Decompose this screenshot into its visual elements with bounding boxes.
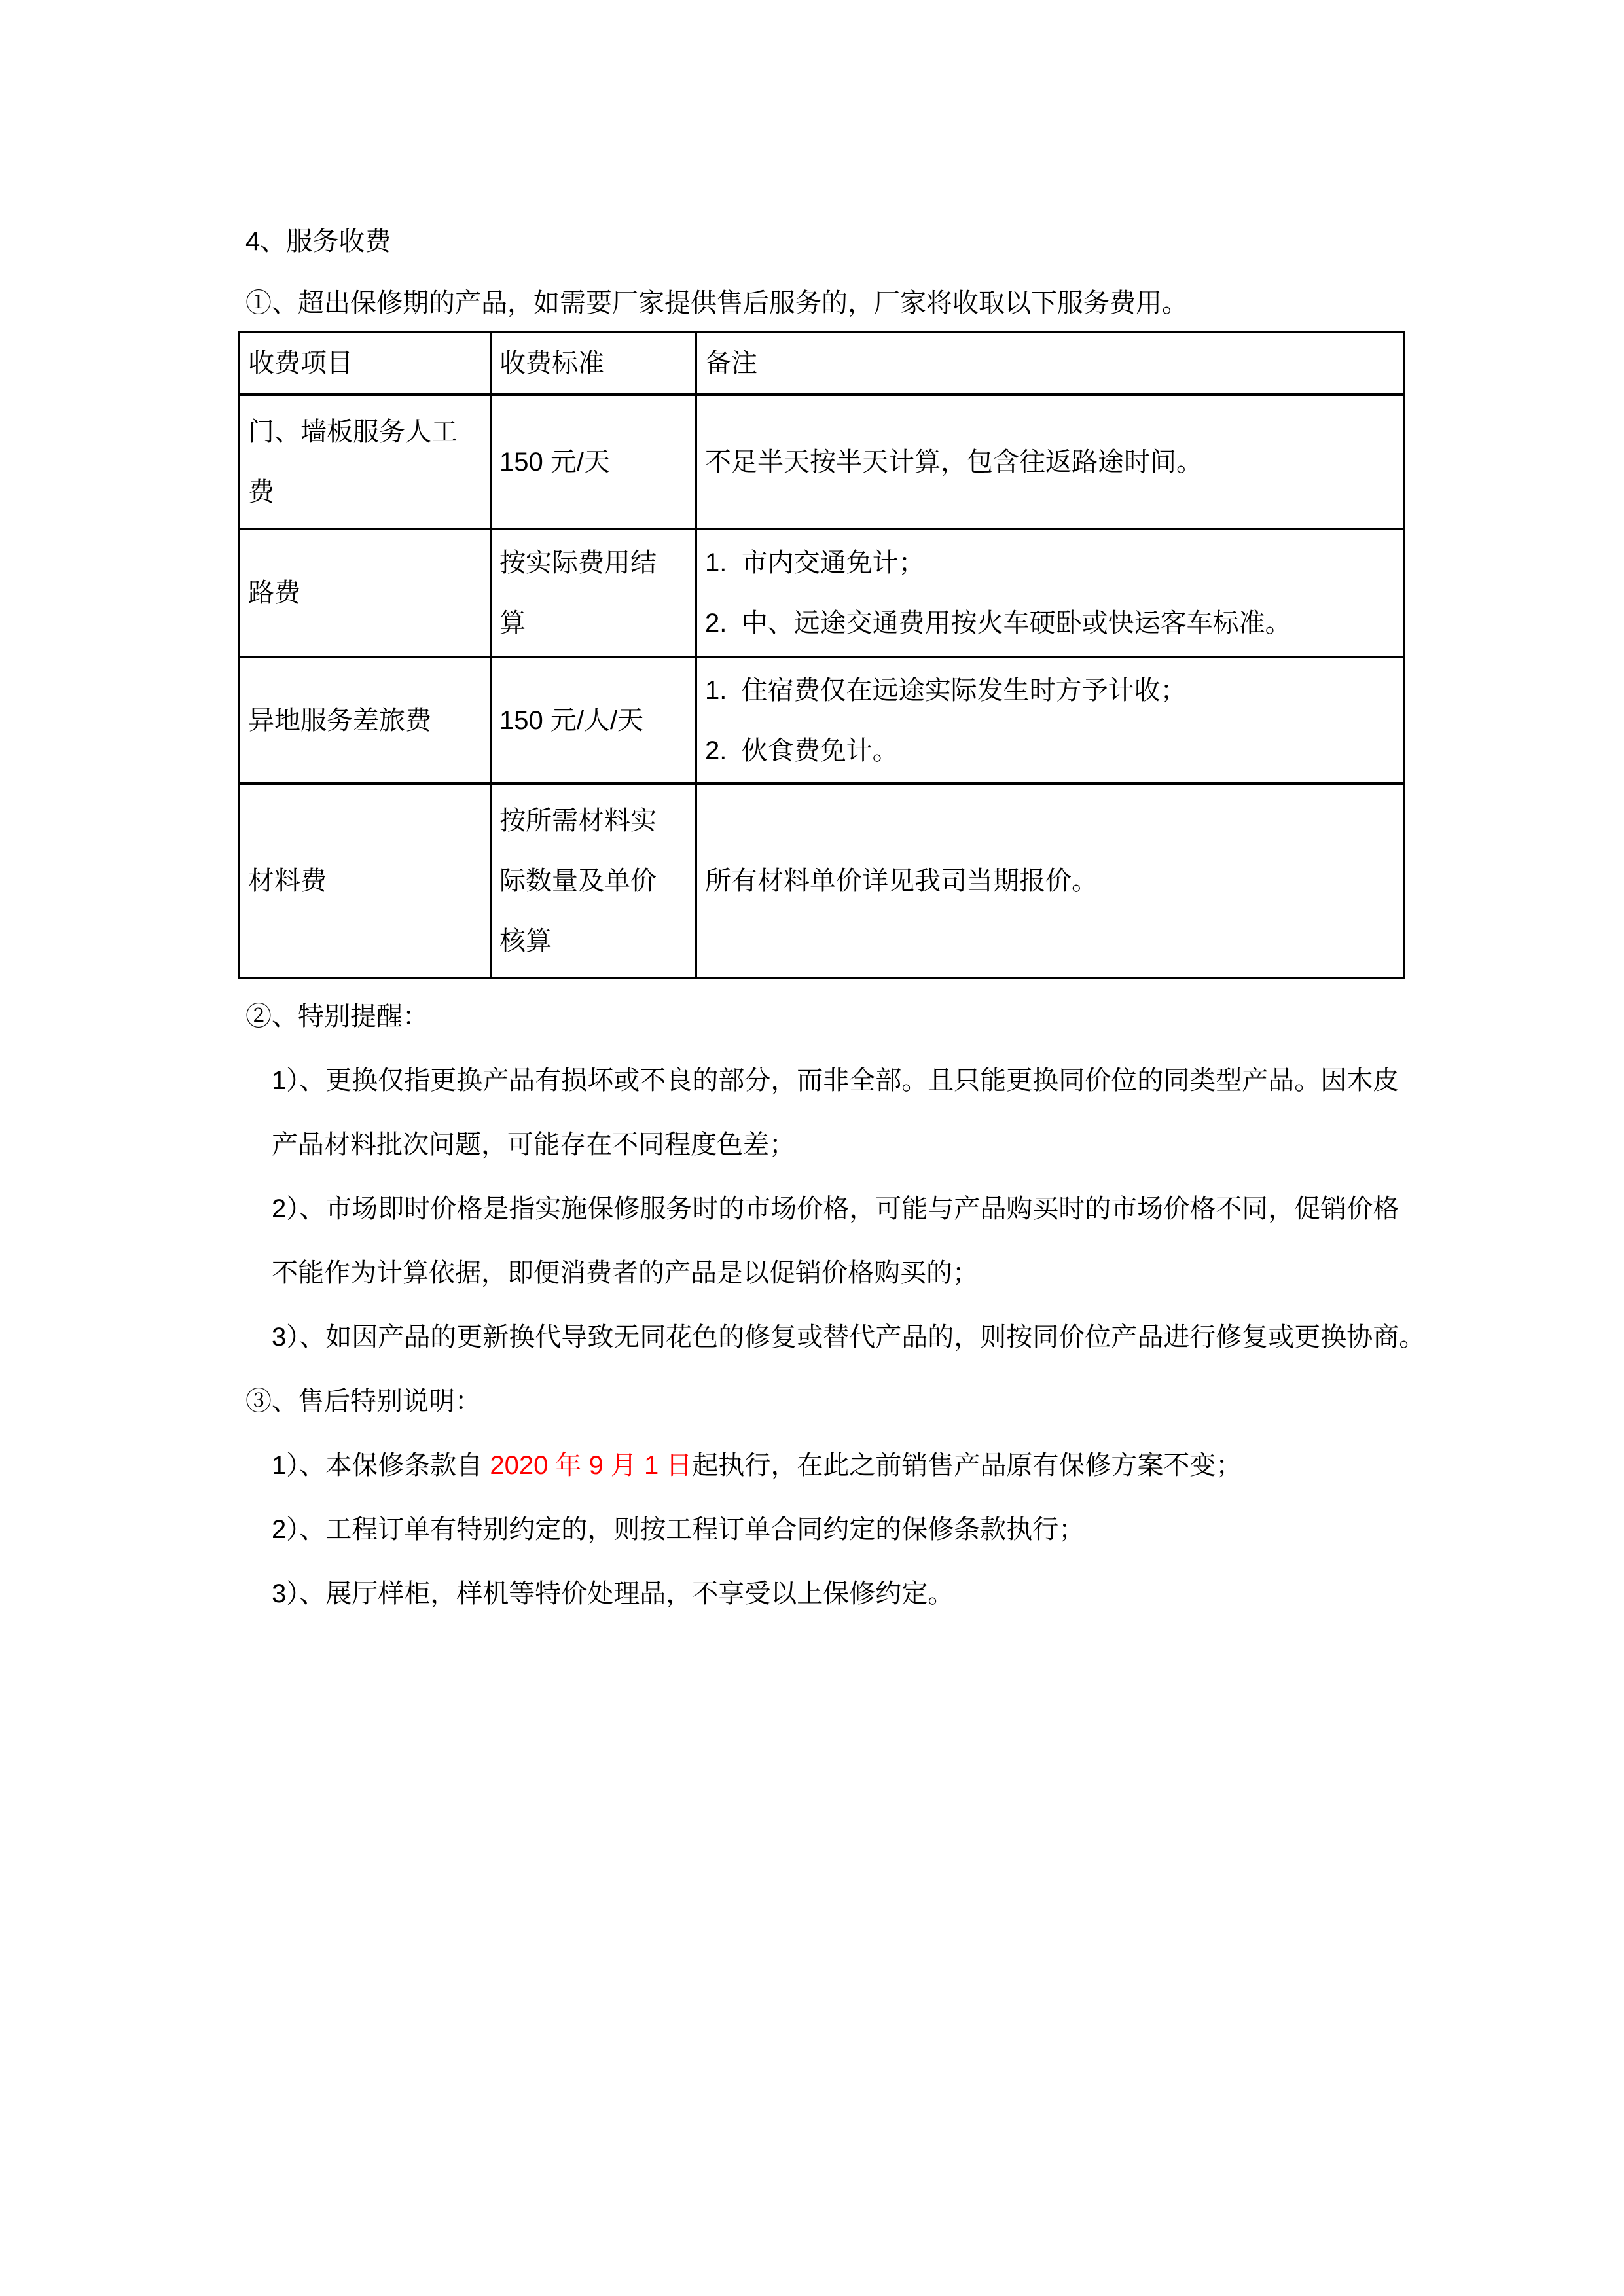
list-item: 3）、如因产品的更新换代导致无同花色的修复或替代产品的，则按同价位产品进行修复或更换协商。: [272, 1322, 1426, 1352]
cell-standard: 150 元/天: [491, 395, 696, 529]
intro-paragraph: ①、超出保修期的产品，如需要厂家提供售后服务的，厂家将收取以下服务费用。: [245, 289, 1188, 317]
page-title: 4、服务收费: [245, 226, 391, 256]
cell-standard: 150 元/人/天: [491, 657, 696, 783]
list-item: [238, 1431, 1403, 1495]
section-heading: ②、特别提醒：: [245, 1001, 429, 1031]
table-row-allowance-fee: [240, 657, 1404, 783]
header-cell-notes: 备注: [696, 332, 1404, 395]
cell-item: 门、墙板服务人工 费: [240, 395, 491, 529]
cell-notes: 不足半天按半天计算，包含往返路途时间。: [696, 395, 1404, 529]
cell-item: 材料费: [240, 783, 491, 978]
table-row-labor-fee: [240, 395, 1404, 529]
list-item: 3）、展厅样柜，样机等特价处理品，不享受以上保修约定。: [272, 1579, 954, 1608]
table-header-row: [240, 332, 1404, 395]
section-special-reminder: [238, 982, 1426, 1367]
list-item-continuation: 产品材料批次问题，可能存在不同程度色差；: [272, 1130, 795, 1159]
cell-standard: 按所需材料实 际数量及单价 核算: [491, 783, 696, 978]
list-item-text: 1）、本保修条款自: [272, 1450, 490, 1480]
list-item-continuation: 不能作为计算依据，即便消费者的产品是以促销价格购买的；: [272, 1258, 979, 1287]
section-heading: ③、售后特别说明：: [245, 1386, 481, 1416]
table-row-material-fee: [240, 783, 1404, 978]
cell-notes: 所有材料单价详见我司当期报价。: [696, 783, 1404, 978]
table-row-travel-fee: [240, 529, 1404, 657]
cell-notes: 1. 市内交通免计； 2. 中、远途交通费用按火车硬卧或快运客车标准。: [696, 529, 1404, 657]
list-item: 2）、工程订单有特别约定的，则按工程订单合同约定的保修条款执行；: [272, 1515, 1085, 1544]
cell-notes: 1. 住宿费仅在远途实际发生时方予计收； 2. 伙食费免计。: [696, 657, 1404, 783]
list-item: 2）、市场即时价格是指实施保修服务时的市场价格，可能与产品购买时的市场价格不同，促销价格: [272, 1194, 1399, 1223]
effective-date: 2020 年 9 月 1 日: [490, 1450, 693, 1480]
list-item-text: 起执行，在此之前销售产品原有保修方案不变；: [692, 1450, 1242, 1480]
section-aftersales-notes: [238, 1367, 1403, 1623]
cell-item: 异地服务差旅费: [240, 657, 491, 783]
header-cell-item: 收费项目: [240, 332, 491, 395]
cell-item: 路费: [240, 529, 491, 657]
fee-table: [238, 331, 1405, 979]
list-item: 1）、更换仅指更换产品有损坏或不良的部分，而非全部。且只能更换同价位的同类型产品。因木皮: [272, 1066, 1399, 1095]
header-cell-standard: 收费标准: [491, 332, 696, 395]
cell-standard: 按实际费用结 算: [491, 529, 696, 657]
